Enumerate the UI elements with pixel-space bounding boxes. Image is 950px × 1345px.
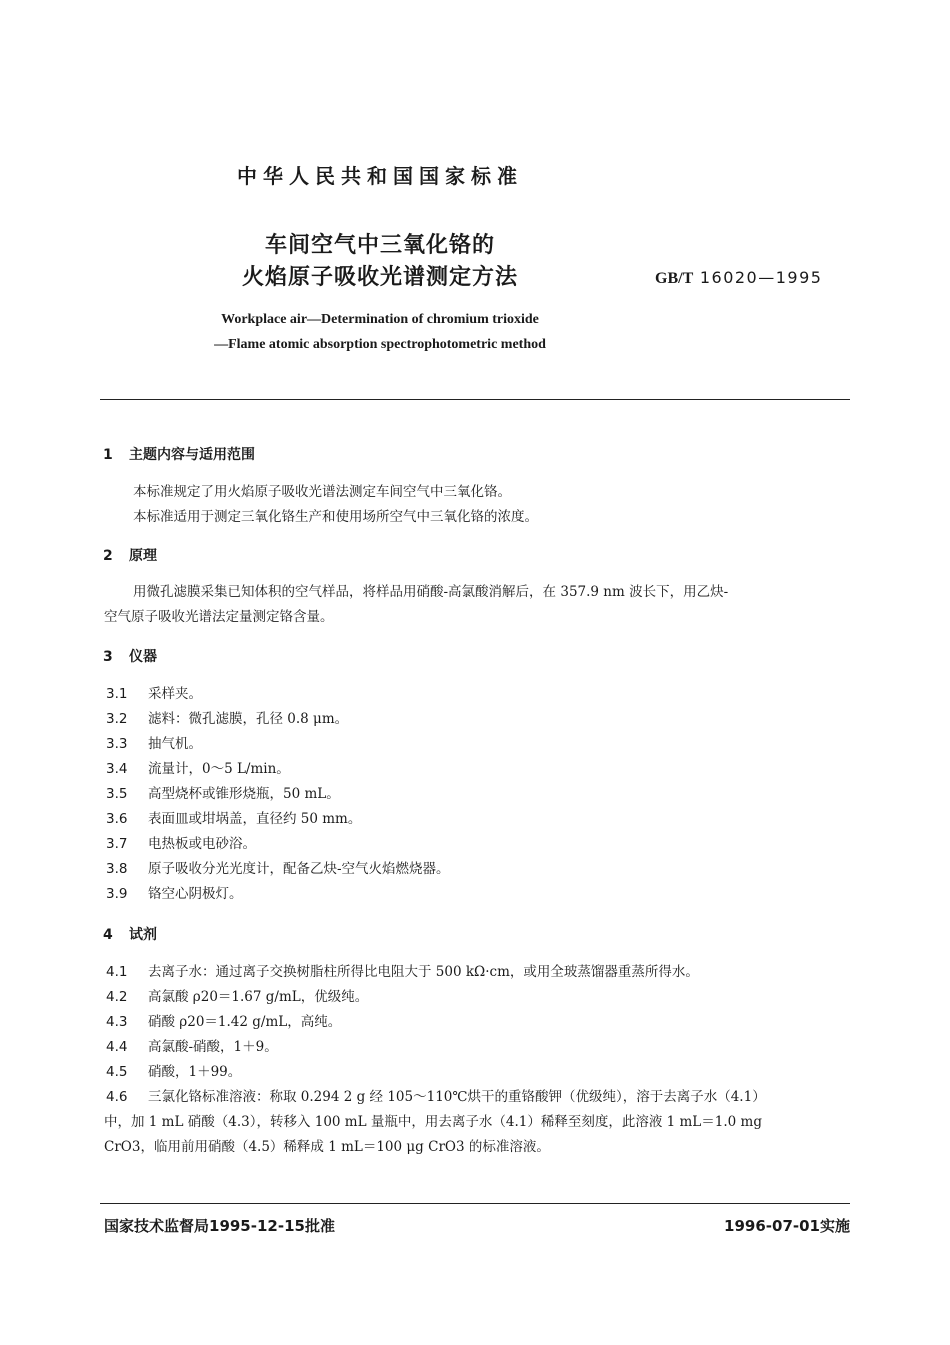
list-item: 3.5 高型烧杯或锥形烧瓶，50 mL。 <box>106 786 340 802</box>
list-item: 3.1 采样夹。 <box>106 686 202 702</box>
approval-date: 国家技术监督局1995-12-15批准 <box>104 1217 335 1235</box>
section-2-paragraph-line-2: 空气原子吸收光谱法定量测定铬含量。 <box>104 609 334 625</box>
list-item: 3.8 原子吸收分光光度计，配备乙炔-空气火焰燃烧器。 <box>106 861 450 877</box>
list-item: 4.3 硝酸 ρ20＝1.42 g/mL，高纯。 <box>106 1014 342 1030</box>
list-item: 3.6 表面皿或坩埚盖，直径约 50 mm。 <box>106 811 362 827</box>
list-item: 4.4 高氯酸-硝酸，1＋9。 <box>106 1039 278 1055</box>
national-standard-heading: 中华人民共和国国家标准 <box>237 164 523 188</box>
list-item: 3.2 滤料：微孔滤膜，孔径 0.8 μm。 <box>106 711 349 727</box>
section-1-paragraph-2: 本标准适用于测定三氧化铬生产和使用场所空气中三氧化铬的浓度。 <box>133 509 538 525</box>
standard-code-number: 16020—1995 <box>699 268 823 287</box>
list-item: 4.1 去离子水：通过离子交换树脂柱所得比电阻大于 500 kΩ·cm，或用全玻蒸馏器重蒸所得水。 <box>106 964 699 980</box>
section-title: 主题内容与适用范围 <box>129 447 255 463</box>
english-title-line-1: Workplace air—Determination of chromium trioxide <box>221 312 539 327</box>
list-item: 3.3 抽气机。 <box>106 736 202 752</box>
standard-code-prefix: GB/T <box>655 270 694 287</box>
section-1-heading <box>103 444 255 464</box>
list-item-continuation: 中，加 1 mL 硝酸（4.3），转移入 100 mL 量瓶中，用去离子水（4.1）稀释至刻度，此溶液 1 mL＝1.0 mg <box>104 1114 762 1130</box>
section-number: 1 <box>103 447 113 463</box>
list-item: 4.2 高氯酸 ρ20＝1.67 g/mL，优级纯。 <box>106 989 369 1005</box>
section-3-heading <box>103 646 157 666</box>
english-title-line-2: —Flame atomic absorption spectrophotometric method <box>214 337 546 352</box>
section-2-paragraph-line-1: 用微孔滤膜采集已知体积的空气样品，将样品用硝酸-高氯酸消解后，在 357.9 nm 波长下，用乙炔- <box>133 584 729 600</box>
list-item: 3.4 流量计，0～5 L/min。 <box>106 761 290 777</box>
standard-code <box>655 268 822 288</box>
header-divider <box>100 399 850 400</box>
section-number: 3 <box>103 649 113 665</box>
section-title: 原理 <box>129 548 157 564</box>
footer-divider <box>100 1203 850 1204</box>
list-item: 3.7 电热板或电砂浴。 <box>106 836 256 852</box>
section-4-heading <box>103 924 157 944</box>
section-title: 仪器 <box>129 649 157 665</box>
list-item: 4.6 三氯化铬标准溶液：称取 0.294 2 g 经 105～110℃烘干的重铬酸钾（优级纯），溶于去离子水（4.1） <box>106 1089 766 1105</box>
list-item: 3.9 铬空心阴极灯。 <box>106 886 243 902</box>
document-title-line-1: 车间空气中三氧化铬的 <box>264 233 495 258</box>
document-title-line-2: 火焰原子吸收光谱测定方法 <box>241 265 518 290</box>
section-title: 试剂 <box>129 927 157 943</box>
section-number: 4 <box>103 927 113 943</box>
list-item: 4.5 硝酸，1＋99。 <box>106 1064 242 1080</box>
section-number: 2 <box>103 548 113 564</box>
section-2-heading <box>103 545 157 565</box>
section-1-paragraph-1: 本标准规定了用火焰原子吸收光谱法测定车间空气中三氧化铬。 <box>133 484 511 500</box>
list-item-continuation: CrO3，临用前用硝酸（4.5）稀释成 1 mL＝100 μg CrO3 的标准溶液。 <box>104 1139 550 1155</box>
implementation-date: 1996-07-01实施 <box>724 1217 850 1235</box>
